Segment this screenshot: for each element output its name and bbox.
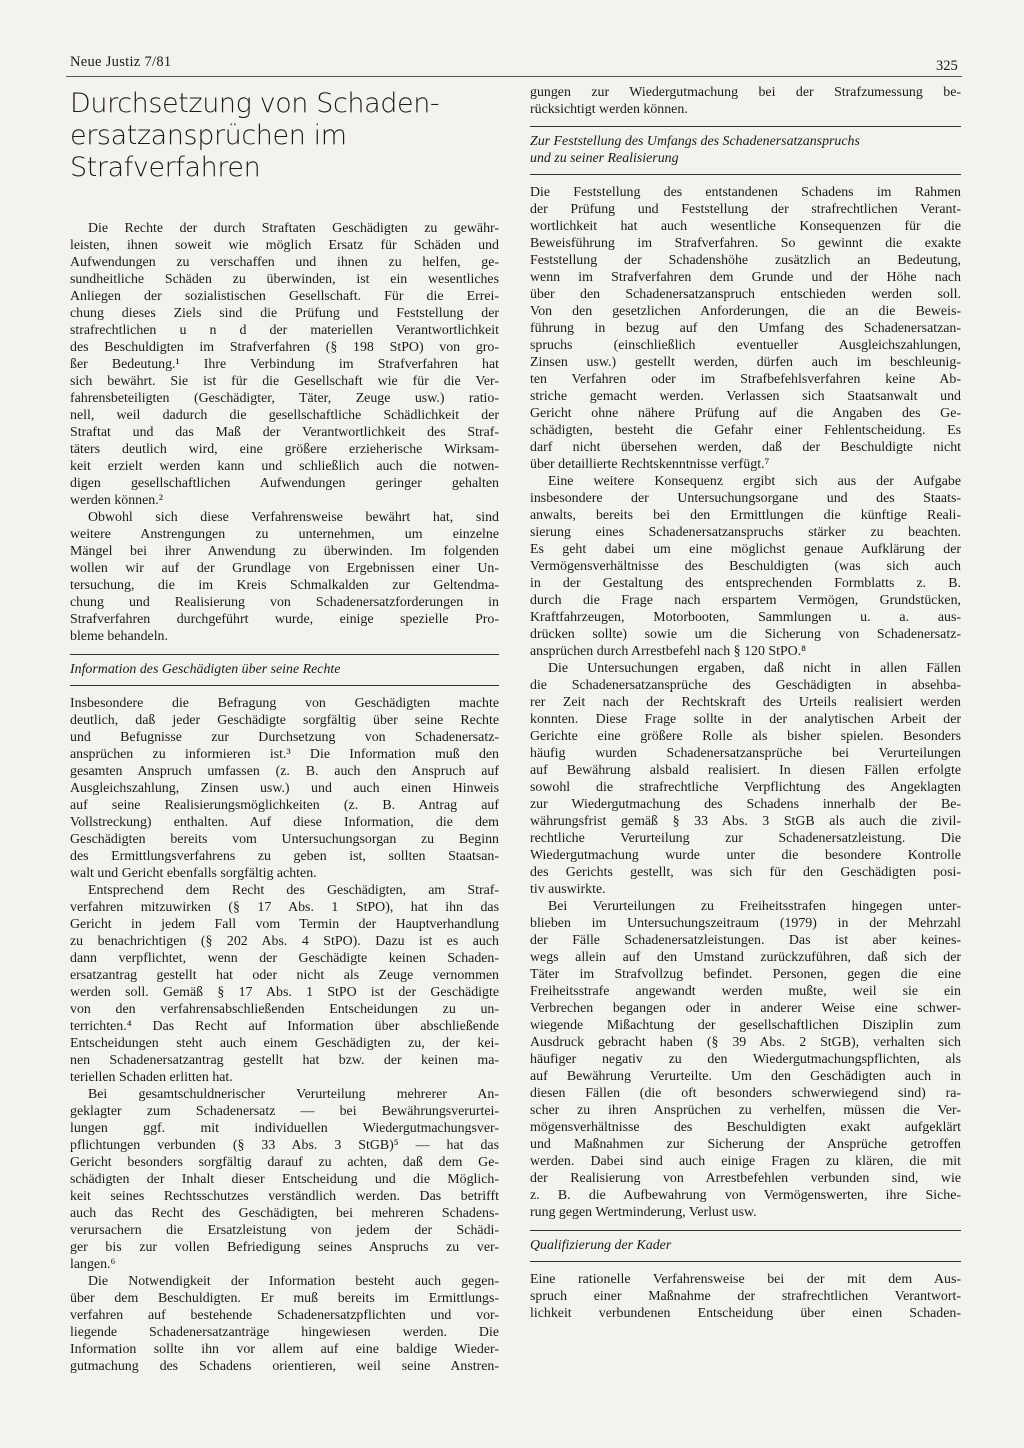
text-line: in der Gestaltung des entsprechenden Formblatts z. B. [530, 576, 961, 591]
text-line: dann verpflichtet, wenn der Geschädigte keinen Schaden- [70, 951, 499, 966]
text-line: Insbesondere die Befragung von Geschädigten machte [70, 696, 499, 711]
text-line: Zinsen usw.) gestellt werden, dürfen auch im beschleunig- [530, 355, 961, 370]
text-line: nen Schadenersatzantrag gestellt hat bzw. der keinen ma- [70, 1053, 499, 1068]
text-line: verfahren mitzuwirken (§ 17 Abs. 1 StPO), hat ihn das [70, 900, 499, 915]
text-line: chung dieses Ziels sind die Prüfung und Feststellung der [70, 306, 499, 321]
text-line: rer Zeit nach der Rechtskraft des Urteils realisiert werden [530, 695, 961, 710]
right-column [530, 84, 961, 1322]
text-line: und Maßnahmen zur Sicherung der Ansprüche getroffen [530, 1137, 961, 1152]
journal-issue: Neue Justiz 7/81 [70, 54, 172, 70]
text-line: ten Verfahren oder im Strafbefehlsverfahren keine Ab- [530, 372, 961, 387]
section-heading [530, 126, 961, 175]
paragraph [530, 184, 961, 473]
text-line: verfahren auf bestehende Schadenersatzpflichten und vor- [70, 1308, 499, 1323]
text-line: deutlich, daß jeder Geschädigte sorgfältig über seine Rechte [70, 713, 499, 728]
paragraph [70, 695, 499, 882]
text-line: Gerichte eine größere Rolle als bisher spielen. Besonders [530, 729, 961, 744]
text-line: liegende Schadenersatzanträge hingewiesen werden. Die [70, 1325, 499, 1340]
text-line: diesen Fällen (die oft besonders schwerwiegend sind) ra- [530, 1086, 961, 1101]
text-line: weitere Anstrengungen zu unternehmen, um einzelne [70, 527, 499, 542]
section-heading-line: Zur Feststellung des Umfangs des Schadenersatzanspruchs [530, 134, 860, 149]
text-line: ansprüchen durch Arrestbefehl nach § 120 StPO.⁸ [530, 644, 807, 659]
text-line: bleme behandeln. [70, 629, 168, 644]
text-line: häufiger negativ zu den Wiedergutmachungspflichten, als [530, 1052, 961, 1067]
text-line: verursachern die Ersatzleistung von jedem der Schädi- [70, 1223, 499, 1238]
section-heading-line: und zu seiner Realisierung [530, 151, 679, 166]
text-line: Die Untersuchungen ergaben, daß nicht in allen Fällen [548, 661, 961, 676]
header-rule [66, 76, 962, 77]
text-line: keit erzielt werden kann und schließlich auch die notwen- [70, 459, 499, 474]
text-line: und Befugnisse zur Durchsetzung von Schadenersatz- [70, 730, 499, 745]
section-heading: Qualifizierung der Kader [530, 1230, 961, 1262]
text-line: ersatzantrag gestellt hat oder nicht als Zeuge vernommen [70, 968, 499, 983]
paragraph [530, 660, 961, 898]
paragraph [70, 220, 499, 509]
text-line: geklagter zum Schadenersatz — bei Bewährungsverurtei- [70, 1104, 499, 1119]
text-line: über detaillierte Rechtskenntnisse verfügt.⁷ [530, 457, 770, 472]
text-line: wegs allein auf den Umstand zurückzuführen, daß sich der [530, 950, 961, 965]
text-line: Ausdruck gebracht haben (§ 39 Abs. 2 StGB), verhalten sich [530, 1035, 961, 1050]
text-line: schädigten, besteht die Gefahr einer Fehlentscheidung. Es [530, 423, 961, 438]
text-line: Die Notwendigkeit der Information besteht auch gegen- [88, 1274, 499, 1289]
text-line: Die Rechte der durch Straftaten Geschädigten zu gewähr- [88, 221, 499, 236]
text-line: des Beschuldigten im Strafverfahren (§ 198 StPO) von gro- [70, 340, 499, 355]
text-line: Geschädigten bereits vom Untersuchungsorgan zu Beginn [70, 832, 499, 847]
text-line: wenn im Strafverfahren dem Grunde und der Höhe nach [530, 270, 961, 285]
text-line: langen.⁶ [70, 1257, 116, 1272]
text-line: teriellen Schaden erlitten hat. [70, 1070, 233, 1085]
text-line: z. B. die Aufbewahrung von Vermögenswerten, ihre Siche- [530, 1188, 961, 1203]
paragraph [70, 509, 499, 645]
text-line: über den Schadenersatzanspruch entschieden werden soll. [530, 287, 961, 302]
text-line: Freiheitsstrafe angewandt werden mußte, weil sie ein [530, 984, 961, 999]
title-line: ersatzansprüchen im Strafverfahren [70, 120, 347, 183]
text-line: Es geht dabei um eine möglichst genaue Aufklärung der [530, 542, 961, 557]
text-line: Kraftfahrzeugen, Motorbooten, Sammlungen u. a. aus- [530, 610, 961, 625]
text-line: wollen wir auf der Grundlage von Ergebnissen einer Un- [70, 561, 499, 576]
text-line: terrichten.⁴ Das Recht auf Information über abschließende [70, 1019, 499, 1034]
text-line: tiv auswirkte. [530, 882, 606, 897]
text-line: führung in bezug auf den Umfang des Schadenersatzan- [530, 321, 961, 336]
text-line: Bei Verurteilungen zu Freiheitsstrafen hingegen unter- [548, 899, 961, 914]
paragraph-continued [530, 84, 961, 118]
text-line: Von den gesetzlichen Anforderungen, die an die Beweis- [530, 304, 961, 319]
text-line: digen gesellschaftlichen Aufwendungen geringer gehalten [70, 476, 499, 491]
paragraph [530, 1271, 961, 1322]
text-line: von den verfahrensabschließenden Entscheidungen zu un- [70, 1002, 499, 1017]
text-line: rücksichtigt werden können. [530, 102, 688, 117]
text-line: rechtliche Verurteilung zur Schadenersatzleistung. Die [530, 831, 961, 846]
text-line: Strafverfahren durchgeführt wurde, einige spezielle Pro- [70, 612, 499, 627]
text-line: Vollstreckung) enthalten. Auf diese Information, die dem [70, 815, 499, 830]
text-line: Mängel bei ihrer Anwendung zu überwinden. Im folgenden [70, 544, 499, 559]
text-line: währungsfrist gemäß § 33 Abs. 3 StGB als auch die zivil- [530, 814, 961, 829]
text-line: spruchs (einschließlich eventueller Ausgleichszahlungen, [530, 338, 961, 353]
text-line: der Fälle Schadenersatzleistungen. Das ist aber keines- [530, 933, 961, 948]
text-line: rung gegen Wertminderung, Verlust usw. [530, 1205, 757, 1220]
text-line: häufig wurden Schadenersatzansprüche bei Verurteilungen [530, 746, 961, 761]
text-line: zur Wiedergutmachung des Schadens innerhalb der Be- [530, 797, 961, 812]
text-line: Gericht in jedem Fall vom Termin der Hauptverhandlung [70, 917, 499, 932]
paragraph [530, 473, 961, 660]
text-line: durch die Frage nach erspartem Vermögen, Grundstücken, [530, 593, 961, 608]
text-line: lichkeit verbundenen Entscheidung über einen Schaden- [530, 1306, 961, 1321]
text-line: Wiedergutmachung wurde unter die besondere Kontrolle [530, 848, 961, 863]
text-line: Entscheidungen steht auch einem Geschädigten zu, der kei- [70, 1036, 499, 1051]
text-line: keit seines Rechtsschutzes verständlich werden. Das betrifft [70, 1189, 499, 1204]
text-line: darf nicht übersehen werden, daß der Beschuldigte nicht [530, 440, 961, 455]
paragraph [70, 1273, 499, 1375]
text-line: wiegende Mißachtung der gesellschaftlichen Disziplin zum [530, 1018, 961, 1033]
text-line: Ausgleichszahlung, Zinsen usw.) und auch einen Hinweis [70, 781, 499, 796]
text-line: sowohl die strafrechtliche Verpflichtung des Angeklagten [530, 780, 961, 795]
text-line: sich bewährt. Sie ist für die Gesellschaft wie für die Ver- [70, 374, 499, 389]
text-line: strafrechtlichen u n d der materiellen Verantwortlichkeit [70, 323, 499, 338]
text-line: gutmachung des Schadens orientieren, weil seine Anstren- [70, 1359, 499, 1374]
text-line: die Schadenersatzansprüche des Geschädigten in absehba- [530, 678, 961, 693]
paragraph [530, 898, 961, 1221]
text-line: Obwohl sich diese Verfahrensweise bewährt hat, sind [88, 510, 499, 525]
text-line: Eine rationelle Verfahrensweise bei der mit dem Aus- [530, 1272, 961, 1287]
page-number: 325 [936, 58, 958, 74]
text-line: drücken sollte) sowie um die Sicherung von Schadenersatz- [530, 627, 961, 642]
text-line: anwalts, bereits bei den Ermittlungen die künftige Reali- [530, 508, 961, 523]
text-line: Beweisführung im Strafverfahren. So gewinnt die exakte [530, 236, 961, 251]
text-line: lungen ggf. mit individuellen Wiedergutmachungsver- [70, 1121, 499, 1136]
text-line: täters deutlich wird, eine größere erzieherische Wirksam- [70, 442, 499, 457]
text-line: des Gerichts gestellt, was sich für den Geschädigten posi- [530, 865, 961, 880]
text-line: scher zu ihren Ansprüchen zu verhelfen, müssen die Ver- [530, 1103, 961, 1118]
text-line: ßer Bedeutung.¹ Ihre Verbindung im Strafverfahren hat [70, 357, 499, 372]
text-line: wortlichkeit hat auch wesentliche Konsequenzen für die [530, 219, 961, 234]
text-line: gungen zur Wiedergutmachung bei der Strafzumessung be- [530, 85, 961, 100]
text-line: gesamten Anspruch umfassen (z. B. auch den Anspruch auf [70, 764, 499, 779]
text-line: striche gemacht werden. Verlassen sich Staatsanwalt und [530, 389, 961, 404]
text-line: auch das Recht des Geschädigten, bei mehreren Schadens- [70, 1206, 499, 1221]
text-line: auf Bewährung alsbald realisiert. In diesen Fällen erfolgte [530, 763, 961, 778]
text-line: ger bis zur vollen Befriedigung seines Anspruchs zu ver- [70, 1240, 499, 1255]
text-line: Verbrechen begangen oder in anderer Weise eine schwer- [530, 1001, 961, 1016]
text-line: nell, weil dadurch die gesellschaftliche Schädlichkeit der [70, 408, 499, 423]
text-line: fahrensbeteiligten (Geschädigter, Täter, Zeuge usw.) ratio- [70, 391, 499, 406]
text-line: Gericht besonders sorgfältig darauf zu achten, daß dem Ge- [70, 1155, 499, 1170]
text-line: Bei gesamtschuldnerischer Verurteilung mehrerer An- [88, 1087, 499, 1102]
text-line: tersuchung, die im Kreis Schmalkalden zur Geltendma- [70, 578, 499, 593]
text-line: Aufwendungen zu verschaffen und ihnen zu helfen, ge- [70, 255, 499, 270]
text-line: über dem Beschuldigten. Er muß bereits im Ermittlungs- [70, 1291, 499, 1306]
text-line: mögensverhältnisse des Beschuldigten exakt aufgeklärt [530, 1120, 961, 1135]
text-line: pflichtungen verbunden (§ 33 Abs. 3 StGB)⁵ — hat das [70, 1138, 499, 1153]
text-line: leisten, ihnen soweit wie möglich Ersatz für Schäden und [70, 238, 499, 253]
text-line: werden soll. Gemäß § 17 Abs. 1 StPO ist der Geschädigte [70, 985, 499, 1000]
text-line: Anliegen der sozialistischen Gesellschaft. Für die Errei- [70, 289, 499, 304]
text-line: werden. Dabei sind auch einige Fragen zu klären, die mit [530, 1154, 961, 1169]
text-line: werden können.² [70, 493, 163, 508]
text-line: auf Bewährung Verurteilte. Um den Geschädigten auch in [530, 1069, 961, 1084]
paragraph [70, 882, 499, 1086]
text-line: walt und Gericht ebenfalls sorgfältig achten. [70, 866, 317, 881]
text-line: Gericht ohne nähere Prüfung auf die Angaben des Ge- [530, 406, 961, 421]
text-line: blieben im Untersuchungszeitraum (1979) in der Mehrzahl [530, 916, 961, 931]
text-line: zu benachrichtigen (§ 202 Abs. 4 StPO). Dazu ist es auch [70, 934, 499, 949]
title-line: Durchsetzung von Schaden- [70, 88, 440, 119]
section-heading: Information des Geschädigten über seine Rechte [70, 654, 499, 686]
text-line: Vermögensverhältnisse des Beschuldigten (was sich auch [530, 559, 961, 574]
text-line: des Ermittlungsverfahrens zu geben ist, sollten Staatsan- [70, 849, 499, 864]
left-column [70, 84, 499, 1375]
text-line: insbesondere der Untersuchungsorgane und des Staats- [530, 491, 961, 506]
text-line: Information sollte ihn vor allem auf eine baldige Wieder- [70, 1342, 499, 1357]
text-line: spruch einer Maßnahme der strafrechtlichen Verantwort- [530, 1289, 961, 1304]
text-line: Straftat und das Maß der Verantwortlichkeit des Straf- [70, 425, 499, 440]
text-line: auf seine Realisierungsmöglichkeiten (z. B. Antrag auf [70, 798, 499, 813]
text-line: der Prüfung und Feststellung der strafrechtlichen Verant- [530, 202, 961, 217]
text-line: der Realisierung von Arrestbefehlen verbunden sind, wie [530, 1171, 961, 1186]
text-line: schädigten der Inhalt dieser Entscheidung und die Möglich- [70, 1172, 499, 1187]
text-line: Täter im Strafvollzug befindet. Personen, gegen die eine [530, 967, 961, 982]
text-line: chung und Realisierung von Schadenersatzforderungen in [70, 595, 499, 610]
text-line: Eine weitere Konsequenz ergibt sich aus der Aufgabe [548, 474, 961, 489]
text-line: sundheitliche Schäden zu überwinden, ist ein wesentliches [70, 272, 499, 287]
text-line: Feststellung der Schadenshöhe zusätzlich an Bedeutung, [530, 253, 961, 268]
text-line: ansprüchen zu informieren ist.³ Die Information muß den [70, 747, 499, 762]
text-line: konnten. Diese Frage sollte in der analytischen Arbeit der [530, 712, 961, 727]
text-line: sierung eines Schadenersatzanspruchs stärker zu beachten. [530, 525, 961, 540]
text-line: Die Feststellung des entstandenen Schadens im Rahmen [530, 185, 961, 200]
paragraph [70, 1086, 499, 1273]
text-line: Entsprechend dem Recht des Geschädigten, am Straf- [88, 883, 499, 898]
article-title [70, 88, 499, 184]
